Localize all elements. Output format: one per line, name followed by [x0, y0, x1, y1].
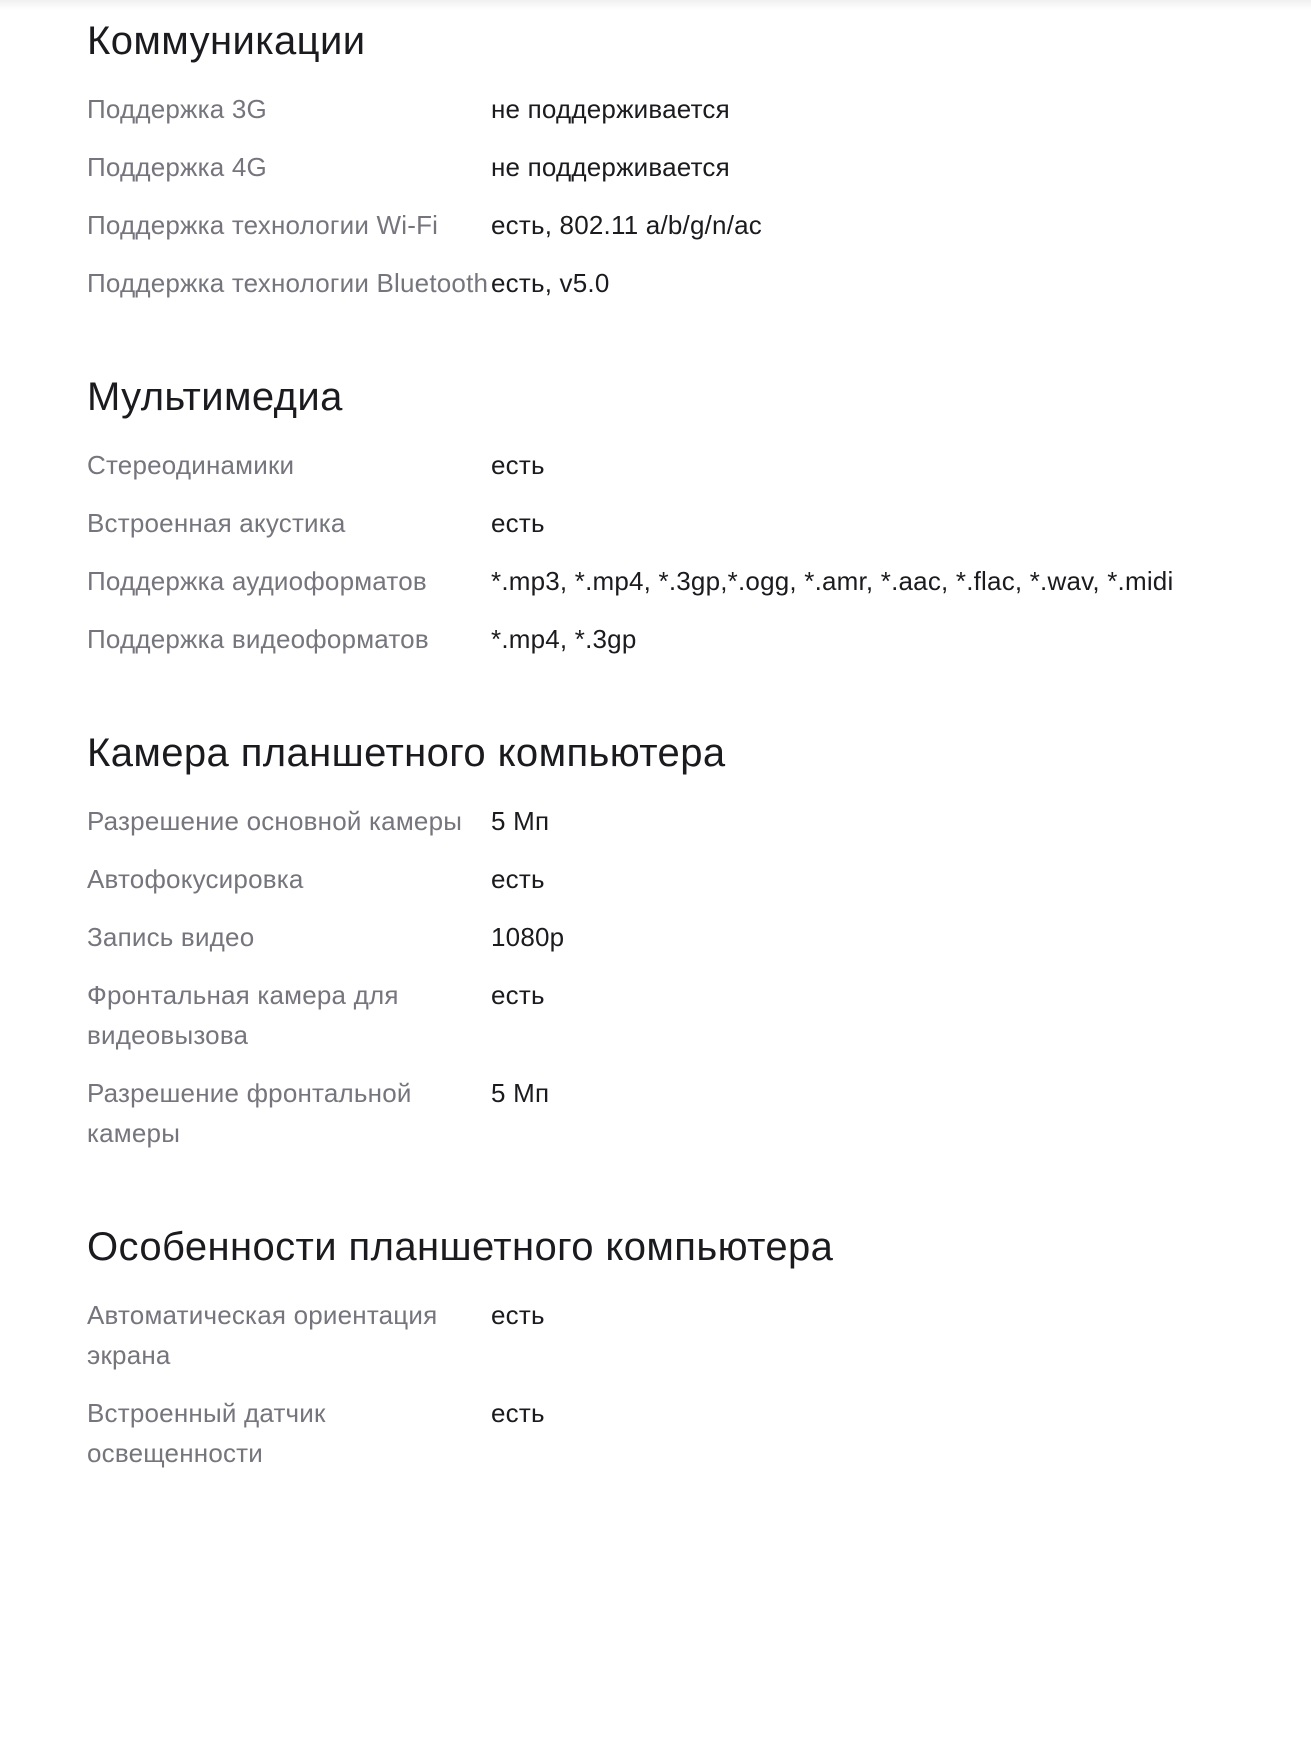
spec-row	[87, 89, 1237, 129]
spec-value: есть	[491, 1398, 545, 1428]
spec-row	[87, 801, 1237, 841]
spec-value: есть, 802.11 a/b/g/n/ac	[491, 210, 762, 240]
spec-value: 1080p	[491, 922, 565, 952]
spec-value: не поддерживается	[491, 94, 730, 124]
spec-value: есть	[491, 450, 545, 480]
spec-name: Запись видео	[87, 922, 255, 952]
section-communications	[87, 0, 1237, 303]
spec-name: Автофокусировка	[87, 864, 304, 894]
spec-row	[87, 263, 1237, 303]
spec-value: есть	[491, 508, 545, 538]
spec-name: Стереодинамики	[87, 450, 295, 480]
spec-list	[87, 445, 1237, 659]
section-camera	[87, 677, 1237, 1153]
spec-list	[87, 1295, 1237, 1473]
spec-name: Поддержка технологии Bluetooth	[87, 268, 489, 298]
spec-list	[87, 89, 1237, 303]
spec-list	[87, 801, 1237, 1153]
spec-row	[87, 147, 1237, 187]
spec-name: Автоматическая ориентация экрана	[87, 1300, 438, 1370]
spec-value: есть, v5.0	[491, 268, 610, 298]
spec-name: Поддержка 4G	[87, 152, 267, 182]
spec-row	[87, 917, 1237, 957]
spec-value: есть	[491, 864, 545, 894]
spec-row	[87, 503, 1237, 543]
spec-value: не поддерживается	[491, 152, 730, 182]
spec-row	[87, 1393, 1237, 1473]
spec-value: *.mp4, *.3gp	[491, 624, 637, 654]
spec-name: Разрешение фронтальной камеры	[87, 1078, 412, 1148]
spec-name: Разрешение основной камеры	[87, 806, 463, 836]
section-title: Мультимедиа	[87, 375, 343, 419]
spec-name: Поддержка технологии Wi-Fi	[87, 210, 439, 240]
spec-row	[87, 561, 1237, 601]
spec-row	[87, 445, 1237, 485]
spec-value: *.mp3, *.mp4, *.3gp,*.ogg, *.amr, *.aac, *.flac, *.wav, *.midi	[491, 566, 1174, 596]
spec-row	[87, 859, 1237, 899]
spec-row	[87, 1073, 1237, 1153]
spec-value: 5 Мп	[491, 806, 550, 836]
section-title: Коммуникации	[87, 19, 366, 63]
section-multimedia	[87, 321, 1237, 659]
spec-row	[87, 975, 1237, 1055]
spec-value: 5 Мп	[491, 1078, 550, 1108]
section-title: Камера планшетного компьютера	[87, 731, 726, 775]
section-features	[87, 1171, 1237, 1473]
specs-page	[87, 0, 1237, 1491]
spec-row	[87, 619, 1237, 659]
spec-name: Поддержка видеоформатов	[87, 624, 429, 654]
spec-value: есть	[491, 1300, 545, 1330]
spec-name: Фронтальная камера для видеовызова	[87, 980, 399, 1050]
spec-name: Поддержка аудиоформатов	[87, 566, 427, 596]
spec-row	[87, 205, 1237, 245]
spec-name: Поддержка 3G	[87, 94, 267, 124]
spec-name: Встроенный датчик освещенности	[87, 1398, 326, 1468]
section-title: Особенности планшетного компьютера	[87, 1225, 834, 1269]
spec-value: есть	[491, 980, 545, 1010]
spec-row	[87, 1295, 1237, 1375]
spec-name: Встроенная акустика	[87, 508, 346, 538]
